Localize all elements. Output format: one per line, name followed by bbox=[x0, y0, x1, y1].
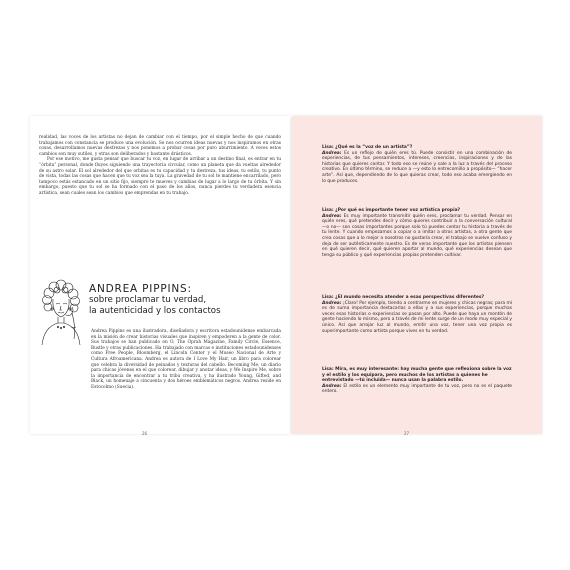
qa-block-3 bbox=[322, 295, 512, 334]
profile-bio-text: Andrea Pippins es una ilustradora, diseñadora y escritora estadounidense embarcada en la misión de crear historias visuales que inspiren y empoderen a la gente de color. Sus trabajos se han publicado en O, The Oprah Magazine, Family Circle, Essence, Bustle y otras publicaciones. Ha trabajado con marcas e instituciones estadounidenses como Free People, Bloomberg, el Lincoln Center y el Museo Nacional de Arte y Cultura Afroamericana. Andrea es autora de I Love My Hair, un libro para colorear que celebra la diversidad de peinados y texturas del cabello. Becoming Me, un diario para chicas jóvenes en el que colorear, dibujar y anotar ideas, y We Inspire Me, sobre la importancia de encontrar a tu tribu creativa, y ha ilustrado Young, Gifted, and Black, un homenaje a cincuenta y dos héroes emblemáticos negros. Andrea reside en Estocolmo (Suecia). bbox=[91, 329, 281, 390]
paragraph-1: realidad, las voces de los artistas no dejan de cambiar con el tiempo, por el simple hecho de que cuando trabajamos con constancia se produce una evolución. Se nos ocurren ideas nuevas y nos inspiramos en otras cosas, desarrollamos nuevas destrezas y nos ponemos a probar cosas por puro aburrimiento. A veces estos cambios son muy sutiles, y otras son deliberados y bastante drásticos. bbox=[39, 135, 281, 157]
left-page bbox=[30, 116, 290, 434]
answer-1 bbox=[322, 151, 512, 185]
answer-2-label: Andrea: bbox=[322, 213, 342, 219]
left-page-body bbox=[39, 135, 281, 197]
right-page bbox=[292, 116, 542, 434]
answer-4 bbox=[322, 384, 512, 395]
answer-1-label: Andrea: bbox=[322, 150, 342, 156]
profile-title bbox=[89, 283, 284, 317]
page-number-right: 27 bbox=[404, 431, 410, 436]
profile-bio bbox=[39, 329, 281, 391]
answer-2 bbox=[322, 214, 512, 259]
qa-block-2 bbox=[322, 208, 512, 258]
page-number-left: 26 bbox=[142, 431, 148, 436]
answer-3-label: Andrea: bbox=[322, 300, 342, 306]
profile-name: ANDREA PIPPINS: bbox=[89, 283, 192, 295]
qa-block-1 bbox=[322, 145, 512, 184]
profile-subtitle-line-2: la autenticidad y los contactos bbox=[89, 306, 221, 316]
answer-4-label: Andrea: bbox=[322, 383, 342, 389]
question-4: Lisa: Mira, es muy interesante: hay mucha gente que reflexiona sobre la voz y el estilo y los equipara, pero muchos de los artistas a quienes he entrevistado —tú incluida— nunca usan la palabra estilo. bbox=[322, 367, 512, 384]
question-1: Lisa: ¿Qué es la “voz de un artista”? bbox=[322, 145, 413, 150]
question-3: Lisa: ¿El mundo necesita atender a esas perspectivas diferentes? bbox=[322, 295, 485, 300]
qa-block-4 bbox=[322, 367, 512, 395]
profile-subtitle-line-1: sobre proclamar tu verdad, bbox=[89, 295, 207, 305]
answer-2-text: Es muy importante transmitir quién eres, proclamar tu verdad. Pensar en quién eres, qué pretendes decir y cómo quieres contribuir a la conversación cultural —o no— son cosas importantes porque solo tú puedes contar tu historia a través de tu lente. Y cuando empezamos a copiar o a imitar a otros artistas, a otra gente que crea cosas que a lo mejor a nosotros no gustaría crear, el trabajo se vuelve confuso y deja de ser auténticamente nuestro. Es de veras importante que los artistas piensen en qué quieren decir, qué quieren aportar al mundo, qué experiencias desean que tenga su público y qué experiencias propias pretenden cultivar. bbox=[322, 213, 512, 258]
answer-1-text: Es un reflejo de quién eres tú. Puede consistir en una combinación de experiencias, de tus pensamientos, intereses, creencias, inspiraciones y de las historias que quieres contar. Y todo eso se reúne y sale a la luz a través del proceso creativo. En último término, se reduce a —y esto lo entrecomillo a propósito— “hacer arte”. Así que, dependiendo de lo que quieras crear, todo eso acaba emergiendo en lo que produces. bbox=[322, 150, 512, 184]
answer-4-text: El estilo es un elemento muy importante de tu voz, pero no es el paquete entero. bbox=[322, 383, 512, 395]
answer-3 bbox=[322, 301, 512, 335]
paragraph-2: Por ese motivo, me gusta pensar que buscar tu voz, en lugar de arribar a un destino final, es entrar en tu “órbita” personal, donde fluyes siguiendo una trayectoria circular, como un planeta que da vueltas alrededor de su astro solar. El sol alrededor del que orbitas es tu capacidad y tu destreza, tus ideas, tu estilo, tu punto de vista, todas las cosas que hacen que tu voz sea la tuya. La gravedad de tu sol te mantiene encarrilado, pero tampoco estás estancado en un sitio fijo, siempre te mueves y cambias de lugar a lo largo de tu órbita. Y sin embargo, puesto que tu sol se ha formado con el paso de los años, nunca pierdes tu verdadera esencia artística, sean cuales sean los cambios que emprendas en tu trabajo. bbox=[39, 157, 281, 196]
answer-3-text: ¡Claro! Por ejemplo, tiendo a centrarme en mujeres y chicas negras; para mí es de suma importancia destacarlas a ellas y a sus experiencias, porque muchas veces esas historias o experiencias se pasan por alto. Puede que haya un montón de gente haciendo lo mismo, pero a través de mi lente surge de un modo muy especial y único. Así que arrojar luz al mundo, emitir una voz, tener una voz propia es superimportante como artista porque vives en tu verdad. bbox=[322, 300, 512, 334]
question-2: Lisa: ¿Por qué es importante tener voz artística propia? bbox=[322, 208, 461, 213]
